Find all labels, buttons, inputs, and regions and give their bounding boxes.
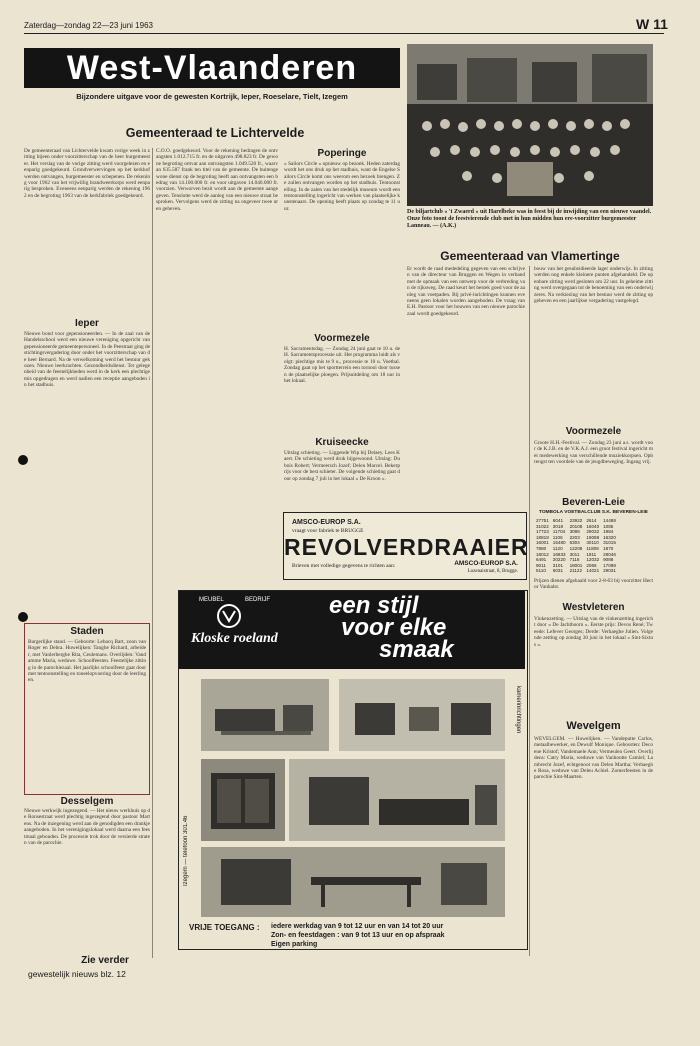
tombola-number: 6304: [569, 540, 580, 546]
amsco-company-2: AMSCO-EUROP S.A.: [454, 560, 518, 567]
heading-westvleteren: Westvleteren: [562, 602, 625, 613]
vlamertinge-col2: bouw van het gesubsidieerde lager onderwijs. In zitting werden nog enkele kleinere punten afgehandeld. De openbare zitting werd gesloten om 22 uur. In geheime zitting werd overgegaan tot de benoeming van een onderwijzeres. Na verkiezing van het bestuur werd de zitting opgeheven en een jaarlijkse vergadering vastgelegd.: [534, 266, 653, 305]
lichtervelde-col2: C.O.O. goedgekeurd. Voor de rekening bedragen de ontvangsten 1.012.715 fr. en de uitgaven 498.823 fr. De gewone begroting omvat aan ontvangsten 1.049.520 fr., waarvan 635.587 frank ten titel van de gemeente. De buitengewone dienst op de begroting heeft aan ontvangsten een bedrag van 14.100.000 fr. en voor uitgaven 14.040.000 fr. voorzien. Verworven bezit wordt aan de gemeente aangegeven. Tenslotte werd de aanleg van een nieuwe straat besproken. Vervolgens werd de zitting na ongeveer twee uren geheven.: [156, 148, 278, 212]
furniture-photo-dining: [201, 847, 505, 917]
tombola-number: 30110: [586, 540, 599, 546]
ad-parking: Eigen parking: [271, 941, 318, 948]
tombola-number: 23922: [569, 518, 583, 523]
tombola-number: 3018: [552, 523, 564, 529]
binder-hole: [18, 455, 28, 465]
ad-side-left: Izegem — telefoon 301.46: [183, 815, 189, 886]
page-number: W 11: [636, 16, 668, 32]
tombola-number: 12208: [569, 545, 583, 551]
group-photo-illustration: [407, 44, 653, 206]
tombola-number: 7880: [536, 545, 547, 551]
tombola-title: TOMBOLA VOETBALCLUB S.K. BEVEREN-LEIE: [538, 510, 648, 515]
column-rule: [152, 148, 153, 958]
tombola-number: 28046: [603, 551, 616, 557]
tombola-number: 16001: [536, 540, 549, 546]
banner-subtitle: Bijzondere uitgave voor de gewesten Kortrijk, Ieper, Roeselare, Tielt, Izegem: [76, 92, 348, 101]
ad-amsco: [283, 512, 527, 580]
kruiseecke-text: Uitslag schieting. — Liggende Wip bij Delaey. Lees Kaert. De schieting werd druk bijgewoond. Uitslag: Dubois Robert; Vermeersch Jozef; Deleu Marcel. Bekerprijs voor de best schieter. De volgende schieting gaat door op zondag 7 juli in het lokaal « De Kroon ».: [284, 450, 400, 482]
heading-poperinge: Poperinge: [317, 148, 367, 159]
tombola-number: 21122: [569, 568, 582, 574]
footer-zie: Zie verder: [81, 955, 129, 966]
tombola-number: 18001: [569, 562, 583, 568]
furniture-logo-icon: [211, 603, 247, 629]
ad-bedrijf-label: BEDRIJF: [245, 597, 271, 603]
ad-kloske-roeland: [178, 590, 528, 950]
tombola-number: 6041: [552, 518, 564, 523]
tombola-table: [534, 518, 618, 574]
voormezele-right-text: Groote H.H.-Festival. — Zondag 23 juni a.s. wordt voor de K.J.B. en de V.K.A.J. een groot festival ingericht met medewerking van verschillende muziekkorpsen. Opbrengst ten voordele van de jeugdbeweging. Ingang vrij.: [534, 440, 653, 466]
tombola-number: 12032: [586, 557, 600, 563]
heading-desselgem: Desselgem: [60, 796, 114, 807]
tombola-number: 20220: [552, 557, 566, 563]
ad-slogan-3: smaak: [379, 636, 454, 663]
tombola-number: 17723: [536, 529, 549, 535]
sofa-illustration: [201, 679, 329, 751]
vlamertinge-col1: Er wordt de raad mededeling gegeven van een schrijven van de directeur van Bruggen en Wegen in verband met de opmaak van een ontwerp voor de verbreding van de rijksweg. De raad keurt het bestek goed voor de aanleg van voetpaden. Bij privé-inrichtingen kunnen eveneens geen lokalen worden aangeboden. De vraag van E.H. Pastoor voor het bouwen van een nieuwe parochiezaal wordt goedgekeurd.: [407, 266, 525, 317]
ad-access-label: VRIJE TOEGANG :: [189, 923, 260, 932]
dining-illustration: [201, 847, 505, 917]
wevelgem-text: WEVELGEM. — Huwelijken. — Vandeputte Carlos, metaalbewerker, en Dewulf Monique. Geboorten: Decoene Kristof; Vandemaele Ann; Vermeulen Geert. Overlijdens: Catry Maria, weduwe van Vanhoutte Camiel; Lambrecht Jozef, echtgenoot van Deleu Martha; Verhaeghe Rosa, weduwe van Deleu Achiel. Zomerfeesten in de parochie Sint-Maarten.: [534, 736, 653, 781]
furniture-photo-sofa: [201, 679, 329, 751]
staden-box: [24, 623, 150, 795]
binder-hole: [18, 612, 28, 622]
tombola-number: 27751: [536, 518, 549, 523]
ad-hours-holiday: Zon- en feestdagen : van 9 tot 13 uur en op afspraak: [271, 932, 445, 939]
tombola-number: 9088: [603, 557, 614, 563]
tombola-number: 11704: [552, 529, 566, 535]
tombola-number: 5110: [536, 568, 546, 574]
tombola-number: 17098: [603, 562, 616, 568]
tombola-number: 2203: [569, 534, 580, 540]
headline-lichtervelde: Gemeenteraad te Lichtervelde: [125, 126, 305, 140]
tombola-number: 1911: [586, 551, 597, 557]
ad-slogan-2: voor elke: [341, 614, 447, 641]
tombola-row: [534, 518, 618, 524]
tombola-number: 2066: [586, 562, 597, 568]
heading-wevelgem: Wevelgem: [566, 720, 621, 732]
bedroom-illustration: [289, 759, 505, 841]
tombola-number: 1870: [603, 545, 614, 551]
issue-date: Zaterdag—zondag 22—23 juni 1963: [24, 21, 153, 30]
lichtervelde-col1: De gemeenteraad van Lichtervelde kwam vorige week in zitting bijeen onder voorzitterschap van de heer burgemeester. Het verslag van de vorige zitting werd voorgelezen en eenparig goedgekeurd. Grondverwervingen op het kerkhof werden ontvangen, burgemeester en schepenen. De rekening voor 1962 van het vrijwillig brandweerkorps werd eenparig besproken. Eveneens eenparig werden de rekening 1962 en de begroting 1963 van de kerkfabriek goedgekeurd.: [24, 148, 150, 199]
heading-voormezele-left: Voormezele: [314, 333, 370, 344]
tombola-number: 1120: [552, 545, 563, 551]
voormezele-left-text: H. Sacramentsdag. — Zondag 24 juni gaat te 10 u. de H. Sacramentsprocessie uit. Het programma luidt als volgt: plechtige mis te 9 u., processie te 10 u. Voetbal. Zondag gaat op het sportterrein een tornooi door tussen de plaatselijke ploegen. Prijsuitdeling om 18 uur in het lokaal.: [284, 346, 400, 385]
westvleteren-text: Vinkenzetting. — Uitslag van de vinkenzetting ingericht door « De Jachthoorn ». Eerste prijs: Devos René; Tweede: Lefever Georges; Derde: Verhaeghe Julien. Volgende zetting op zondag 30 juni in het lokaal « Sint-Sixtus ».: [534, 616, 653, 648]
tombola-number: 31022: [536, 523, 549, 529]
amsco-company: AMSCO-EUROP S.A.: [292, 519, 361, 526]
tombola-number: 1984: [603, 529, 614, 535]
tombola-number: 1106: [552, 534, 563, 540]
ad-brand-name: Kloske roeland: [191, 631, 278, 646]
column-rule: [529, 266, 530, 956]
heading-ieper: Ieper: [75, 318, 99, 329]
section-banner: West-Vlaanderen: [24, 48, 400, 88]
heading-kruiseecke: Kruiseecke: [315, 437, 369, 448]
furniture-photo-cabinet: [201, 759, 285, 841]
staden-text: Burgerlijke stand. — Geboorte: Lebacq Bart, zoon van Roger en Debra. Huwelijken: Tanghe Richard, arbeider, met Vanlerberghe Rita, Ceulemans. Overlijden: Vandamme Maria, weduwe. Schoolfeesten. Feestelijke zitting in de parochiezaal. Het jaarlijks schoolfeest gaat door met tentoonstelling en toneelopvoering door de leerlingen.: [28, 639, 146, 684]
amsco-tagline: vraagt voor fabriek te BRUGGE: [292, 528, 364, 534]
furniture-photo-bedroom: [289, 759, 505, 841]
heading-staden: Staden: [70, 626, 104, 637]
tombola-number: 20108: [569, 523, 583, 529]
tombola-number: 7116: [569, 557, 580, 563]
ad-opening-hours: [271, 922, 444, 949]
tombola-number: 1085: [603, 523, 614, 529]
tombola-number: 16040: [586, 523, 600, 529]
tombola-row: [534, 568, 618, 574]
photo-caption: De biljartclub « 't Zwaerd » uit Harelbeke was in feest bij de inwijding van een nieuwe vaandel. Onze foto toont de feestvierende club met in hun midden hun ere-voorzitter burgemeester Lanneau. — (A.K.): [407, 209, 652, 229]
tombola-number: 29031: [603, 568, 616, 574]
tombola-number: 9011: [536, 562, 546, 568]
cabinet-illustration: [201, 759, 285, 841]
tombola-number: 19088: [586, 534, 600, 540]
tombola-number: 6031: [552, 568, 564, 574]
tombola-number: 15480: [552, 540, 566, 546]
ieper-text: Nieuwe bond voor gepensioneerden. — In de zaal van de Handelsschool werd een nieuwe vereniging opgericht van gepensioneerde gemeentepersoneel. In de Peestraat ging de stichtingsvergadering door onder het voorzitterschap van de heer Bernard. Na de verwelkoming werd het bestuur gekozen. Nieuwe leerkrachten. Gezondheidsdienst. Ter gelegenheid van de feestelijkheden werd in de kerk een plechtige mis opgedragen en werd nadien een receptie aangeboden in het stadhuis.: [24, 331, 150, 389]
footer-continued: gewestelijk nieuws blz. 12: [28, 969, 126, 979]
tombola-results: [534, 518, 653, 574]
ad-side-right: kamerinrichtingen: [515, 686, 521, 734]
tombola-number: 6491: [536, 557, 547, 563]
tombola-note: Prijzen dienen afgehaald voor 2-8-63 bij voorzitter Hector Vanhalst.: [534, 578, 653, 591]
heading-voormezele-right: Voormezele: [565, 426, 622, 437]
amsco-address: Lozenaistraat, 8, Brugge.: [467, 569, 518, 574]
tombola-number: 31015: [603, 540, 616, 546]
tombola-number: 3098: [569, 529, 580, 535]
ad-hours-weekday: iedere werkdag van 9 tot 12 uur en van 14 tot 20 uur: [271, 923, 444, 930]
header-rule: [24, 33, 664, 34]
furniture-photo-armchairs: [339, 679, 505, 751]
poperinge-text: « Sailors Circle » opnieuw op bezoek. Heden zaterdag wordt het ons druk op het stadhuis, want de Engelse Sailors Circle komt ons weerom een bezoek brengen. Ze zullen ontvangen worden op het stadhuis. Tentoonstelling. In de zalen van het stedelijk museum wordt een tentoonstelling ingericht van werken van plaatselijke kunstenaars. De opening heeft plaats op zondag te 11 uur.: [284, 161, 400, 212]
tombola-number: 11808: [586, 545, 599, 551]
tombola-number: 16320: [603, 534, 616, 540]
headline-vlamertinge: Gemeenteraad van Vlamertinge: [440, 249, 620, 263]
tombola-row: [534, 529, 618, 535]
heading-beveren-leie: Beveren-Leie: [562, 497, 625, 508]
amsco-job-title: REVOLVERDRAAIER: [284, 534, 529, 560]
tombola-number: 14488: [603, 518, 616, 523]
amsco-apply: Brieven met volledige gegevens te richten aan:: [292, 563, 396, 569]
desselgem-text: Nieuwe werkwijk ingezegend. — Het nieuw werkhuis op de Ronsestraat werd plechtig ingezegend door pastoor Martens. Na de inzegening werd aan de genodigden een drankje aangeboden. In het verenigingslokaal werd daarna een feestmaal gehouden. De processie trok door de versierde straten van de parochie.: [24, 808, 150, 847]
photo-billiard-club: [407, 44, 653, 206]
tombola-number: 3101: [552, 562, 564, 568]
ad-slogan-1: een stijl: [329, 592, 419, 619]
armchairs-illustration: [339, 679, 505, 751]
tombola-number: 29032: [586, 529, 600, 535]
tombola-number: 18012: [536, 551, 549, 557]
tombola-number: 14021: [586, 568, 600, 574]
tombola-number: 18818: [536, 534, 549, 540]
tombola-number: 16833: [552, 551, 566, 557]
ad-meubel-label: MEUBEL: [199, 597, 224, 603]
tombola-number: 3011: [569, 551, 580, 557]
tombola-number: 2614: [586, 518, 597, 523]
